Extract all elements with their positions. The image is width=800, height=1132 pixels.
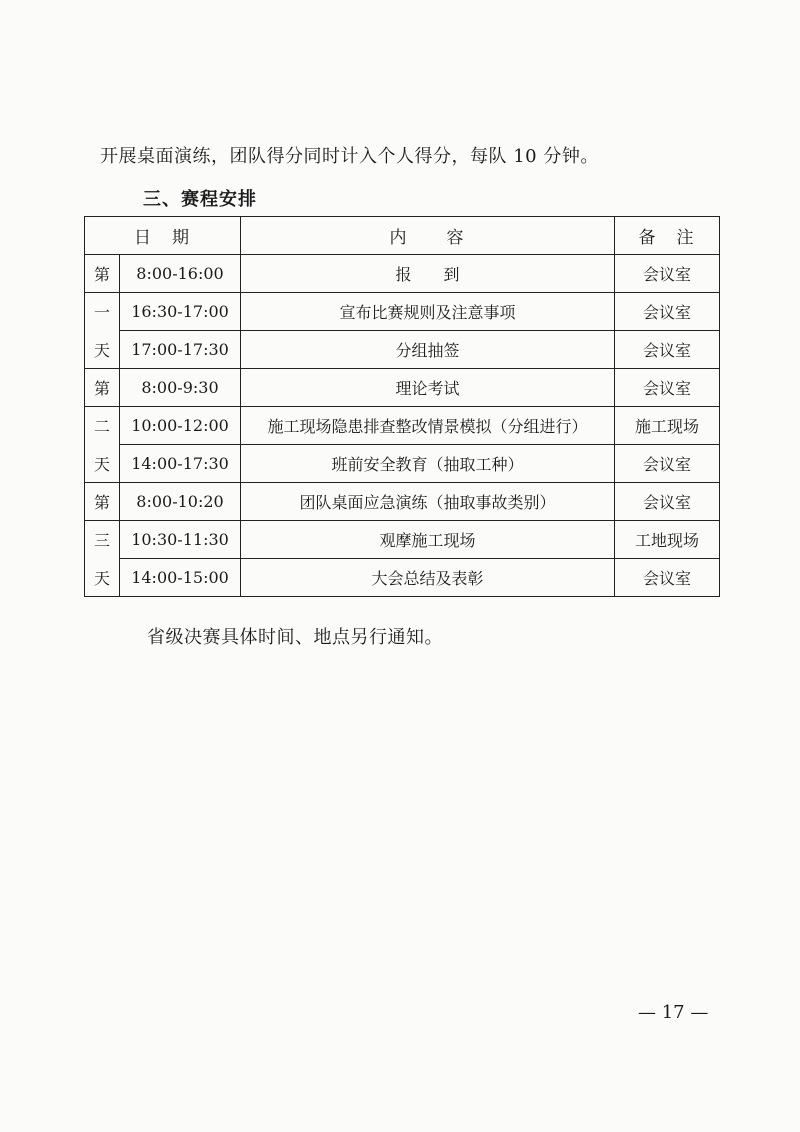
content-cell: 宣布比赛规则及注意事项 bbox=[241, 293, 615, 331]
content-cell: 观摩施工现场 bbox=[241, 521, 615, 559]
closing-note: 省级决赛具体时间、地点另行通知。 bbox=[147, 627, 443, 648]
time-cell: 17:00-17:30 bbox=[120, 331, 241, 369]
note-cell: 施工现场 bbox=[615, 407, 720, 445]
day-label-char: 三 bbox=[85, 521, 120, 559]
schedule-table bbox=[84, 216, 720, 597]
note-cell: 会议室 bbox=[615, 369, 720, 407]
intro-paragraph: 开展桌面演练，团队得分同时计入个人得分，每队 10 分钟。 bbox=[100, 146, 599, 167]
day-label-char: 第 bbox=[85, 255, 120, 293]
table-header-row bbox=[85, 217, 720, 255]
time-cell: 14:00-17:30 bbox=[120, 445, 241, 483]
table-row bbox=[85, 483, 720, 521]
day-label-char: 一 bbox=[85, 293, 120, 331]
time-cell: 14:00-15:00 bbox=[120, 559, 241, 597]
table-row bbox=[85, 559, 720, 597]
header-note: 备 注 bbox=[615, 217, 720, 255]
note-cell: 会议室 bbox=[615, 255, 720, 293]
content-cell: 团队桌面应急演练（抽取事故类别） bbox=[241, 483, 615, 521]
day-label-char: 第 bbox=[85, 483, 120, 521]
content-cell: 班前安全教育（抽取工种） bbox=[241, 445, 615, 483]
content-cell: 理论考试 bbox=[241, 369, 615, 407]
time-cell: 8:00-16:00 bbox=[120, 255, 241, 293]
table-row bbox=[85, 293, 720, 331]
note-cell: 会议室 bbox=[615, 559, 720, 597]
day-label-char: 天 bbox=[85, 445, 120, 483]
time-cell: 10:30-11:30 bbox=[120, 521, 241, 559]
note-cell: 会议室 bbox=[615, 331, 720, 369]
header-date: 日 期 bbox=[85, 217, 241, 255]
content-cell: 施工现场隐患排查整改情景模拟（分组进行） bbox=[241, 407, 615, 445]
day-label-char: 第 bbox=[85, 369, 120, 407]
time-cell: 8:00-10:20 bbox=[120, 483, 241, 521]
section-heading: 三、赛程安排 bbox=[143, 189, 257, 210]
day-label-char: 二 bbox=[85, 407, 120, 445]
day-label-char: 天 bbox=[85, 559, 120, 597]
note-cell: 工地现场 bbox=[615, 521, 720, 559]
content-cell: 报 到 bbox=[241, 255, 615, 293]
table-row bbox=[85, 445, 720, 483]
table-row bbox=[85, 255, 720, 293]
time-cell: 16:30-17:00 bbox=[120, 293, 241, 331]
table-row bbox=[85, 521, 720, 559]
note-cell: 会议室 bbox=[615, 293, 720, 331]
note-cell: 会议室 bbox=[615, 445, 720, 483]
page-number: — 17 — bbox=[638, 1002, 709, 1023]
time-cell: 10:00-12:00 bbox=[120, 407, 241, 445]
time-cell: 8:00-9:30 bbox=[120, 369, 241, 407]
content-cell: 大会总结及表彰 bbox=[241, 559, 615, 597]
content-cell: 分组抽签 bbox=[241, 331, 615, 369]
day-label-char: 天 bbox=[85, 331, 120, 369]
table-row bbox=[85, 331, 720, 369]
table-row bbox=[85, 369, 720, 407]
table-row bbox=[85, 407, 720, 445]
header-content: 内 容 bbox=[241, 217, 615, 255]
note-cell: 会议室 bbox=[615, 483, 720, 521]
